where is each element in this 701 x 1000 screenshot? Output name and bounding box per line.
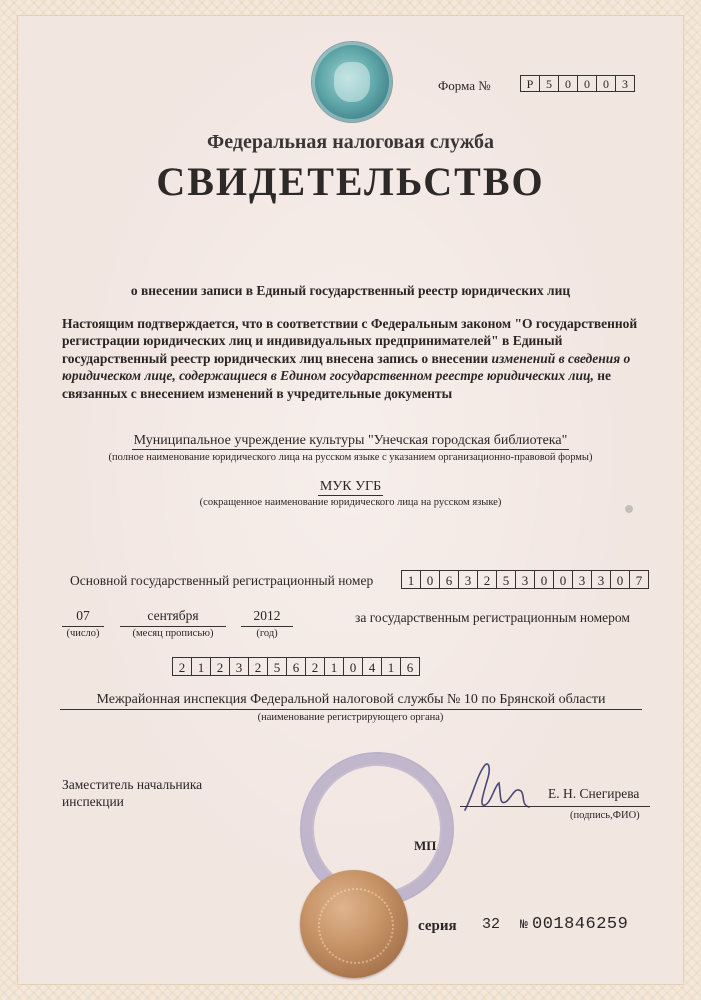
grn-digit: 6: [286, 657, 306, 676]
date-year-line: [241, 626, 293, 627]
grn-digit: 2: [172, 657, 192, 676]
ogrn-digit: 3: [515, 570, 535, 589]
form-number: [521, 75, 635, 92]
entity-short-name-row: [0, 479, 701, 496]
form-number-cell: 0: [596, 75, 616, 92]
ogrn-digit: 0: [534, 570, 554, 589]
ogrn-digit: 3: [591, 570, 611, 589]
signature-line: [460, 806, 650, 807]
date-month-hint: (месяц прописью): [132, 628, 214, 639]
form-number-cell: 5: [539, 75, 559, 92]
entity-short-name: МУК УГБ: [319, 479, 382, 494]
form-number-cell: Р: [520, 75, 540, 92]
grn-digit: 0: [343, 657, 363, 676]
document-subtitle: о внесении записи в Единый государственный реестр юридических лиц: [130, 283, 571, 298]
entity-full-name-row: [0, 433, 701, 450]
paper-mark: [625, 505, 633, 513]
agency-name: Федеральная налоговая служба: [207, 131, 494, 153]
date-year: 2012: [253, 608, 281, 623]
registering-authority-hint: (наименование регистрирующего органа): [257, 712, 444, 723]
signer-name: Е. Н. Снегирева: [548, 786, 640, 801]
ogrn-digit: 6: [439, 570, 459, 589]
grn-digit: 1: [191, 657, 211, 676]
gold-seal-icon: [300, 870, 408, 978]
document-title: СВИДЕТЕЛЬСТВО: [156, 159, 545, 204]
grn-number: [173, 657, 420, 676]
date-month: сентября: [147, 608, 199, 623]
ogrn-digit: 0: [553, 570, 573, 589]
handwritten-signature-icon: [455, 755, 535, 825]
grn-digit: 2: [305, 657, 325, 676]
grn-digit: 5: [267, 657, 287, 676]
date-month-line: [120, 626, 226, 627]
grn-text: за государственным регистрационным номером: [355, 610, 630, 625]
entity-full-name-hint: (полное наименование юридического лица на русском языке с указанием организационно-правовой формы): [108, 452, 593, 463]
date-year-hint: (год): [256, 628, 278, 639]
signer-position: Заместитель начальника инспекции: [62, 777, 203, 809]
form-number-cell: 0: [558, 75, 578, 92]
ogrn-digit: 2: [477, 570, 497, 589]
ogrn-digit: 0: [420, 570, 440, 589]
ogrn-digit: 0: [610, 570, 630, 589]
confirmation-text-2: не связанных с внесением изменений в учредительные документы: [62, 368, 612, 401]
grn-digit: 3: [229, 657, 249, 676]
registering-authority: Межрайонная инспекция Федеральной налоговой службы № 10 по Брянской области: [60, 692, 642, 710]
series-label: серия: [418, 918, 457, 934]
ogrn-digit: 7: [629, 570, 649, 589]
seal-place-label: МП: [414, 838, 437, 853]
serial-number: 001846259: [532, 915, 629, 934]
grn-digit: 2: [248, 657, 268, 676]
ogrn-number: [402, 570, 649, 589]
entity-short-name-hint: (сокращенное наименование юридического лица на русском языке): [199, 497, 502, 508]
entity-full-name: Муниципальное учреждение культуры "Унечская городская библиотека": [133, 433, 568, 448]
grn-digit: 1: [381, 657, 401, 676]
ogrn-digit: 5: [496, 570, 516, 589]
confirmation-text-1: Настоящим подтверждается, что в соответствии с Федеральным законом "О государственной регистрации юридических лиц и индивидуальных предпринимателей" в Единый государственный реестр юридических лиц внесена запись о внесении: [62, 316, 638, 366]
form-label: Форма №: [438, 78, 491, 93]
serial-number-sign: №: [520, 917, 528, 932]
grn-digit: 4: [362, 657, 382, 676]
confirmation-text-italic: изменений в сведения о юридическом лице, содержащиеся в Едином государственном реестре юридических лиц,: [62, 350, 631, 384]
form-number-cell: 0: [577, 75, 597, 92]
date-day-line: [62, 626, 104, 627]
signature-hint: (подпись,ФИО): [570, 810, 640, 821]
date-day: 07: [76, 608, 90, 623]
series-value: 32: [482, 916, 501, 933]
hologram-emblem-icon: [312, 42, 392, 122]
ogrn-label: Основной государственный регистрационный номер: [70, 573, 374, 588]
ogrn-digit: 1: [401, 570, 421, 589]
grn-digit: 6: [400, 657, 420, 676]
date-day-hint: (число): [66, 628, 100, 639]
grn-digit: 2: [210, 657, 230, 676]
ogrn-digit: 3: [572, 570, 592, 589]
grn-digit: 1: [324, 657, 344, 676]
confirmation-paragraph: [62, 315, 652, 402]
ogrn-digit: 3: [458, 570, 478, 589]
form-number-cell: 3: [615, 75, 635, 92]
